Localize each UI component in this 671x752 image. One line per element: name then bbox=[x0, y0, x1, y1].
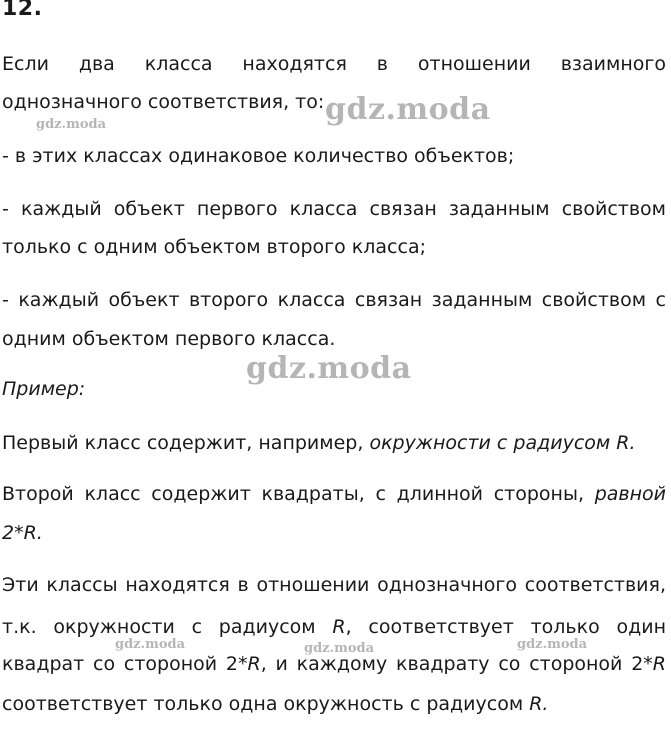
conclusion-line-4-var: R. bbox=[529, 693, 549, 715]
watermark-logo-middle: gdz.moda bbox=[246, 351, 412, 386]
watermark-small-bottom-left: gdz.moda bbox=[115, 637, 186, 652]
example-line-second-class-text: Второй класс содержит квадраты, с длинной стороны, bbox=[2, 483, 595, 505]
conclusion-line-4 bbox=[2, 692, 548, 716]
example-line-second-class bbox=[2, 482, 666, 506]
watermark-small-bottom-center: gdz.moda bbox=[304, 641, 375, 656]
conclusion-line-3-text-b: , и каждому квадрату со стороной 2* bbox=[260, 653, 653, 675]
watermark-logo-top: gdz.moda bbox=[325, 92, 491, 127]
conclusion-line-1: Эти классы находятся в отношении однозначного соответствия, bbox=[2, 574, 666, 596]
example-line-second-class-end: 2*R. bbox=[2, 522, 43, 544]
conclusion-line-2-text-a: т.к. окружности с радиусом bbox=[2, 616, 333, 638]
list-item-equal-count: - в этих классах одинаковое количество объектов; bbox=[2, 145, 515, 167]
list-item-first-class-line-1: - каждый объект первого класса связан заданным свойством bbox=[2, 198, 666, 220]
conclusion-line-2 bbox=[2, 615, 666, 639]
conclusion-line-3-var-1: R bbox=[247, 653, 261, 675]
conclusion-line-3-var-2: R bbox=[652, 653, 666, 675]
paragraph-line-2: однозначного соответствия, то: bbox=[2, 91, 325, 113]
list-item-second-class-line-1: - каждый объект второго класса связан заданным свойством с bbox=[2, 289, 666, 311]
list-item-second-class-line-2: одним объектом первого класса. bbox=[2, 328, 336, 350]
example-line-first-class-italic: окружности с радиусом R. bbox=[369, 432, 636, 454]
example-line-first-class-text: Первый класс содержит, например, bbox=[2, 432, 370, 454]
watermark-small-bottom-right: gdz.moda bbox=[517, 637, 588, 652]
paragraph-line-1: Если два класса находятся в отношении взаимного bbox=[2, 53, 666, 75]
list-item-first-class-line-2: только с одним объектом второго класса; bbox=[2, 236, 426, 258]
task-number: 12. bbox=[2, 0, 43, 21]
example-line-first-class bbox=[2, 431, 636, 455]
watermark-small-top-left: gdz.moda bbox=[36, 117, 107, 132]
example-heading: Пример: bbox=[2, 378, 86, 400]
conclusion-line-2-text-b: , соответствует только один bbox=[345, 616, 666, 638]
conclusion-line-4-text: соответствует только одна окружность с радиусом bbox=[2, 693, 530, 715]
conclusion-line-2-var: R bbox=[332, 616, 346, 638]
conclusion-line-3-text-a: квадрат со стороной 2* bbox=[2, 653, 248, 675]
example-line-second-class-italic: равной bbox=[594, 483, 666, 505]
